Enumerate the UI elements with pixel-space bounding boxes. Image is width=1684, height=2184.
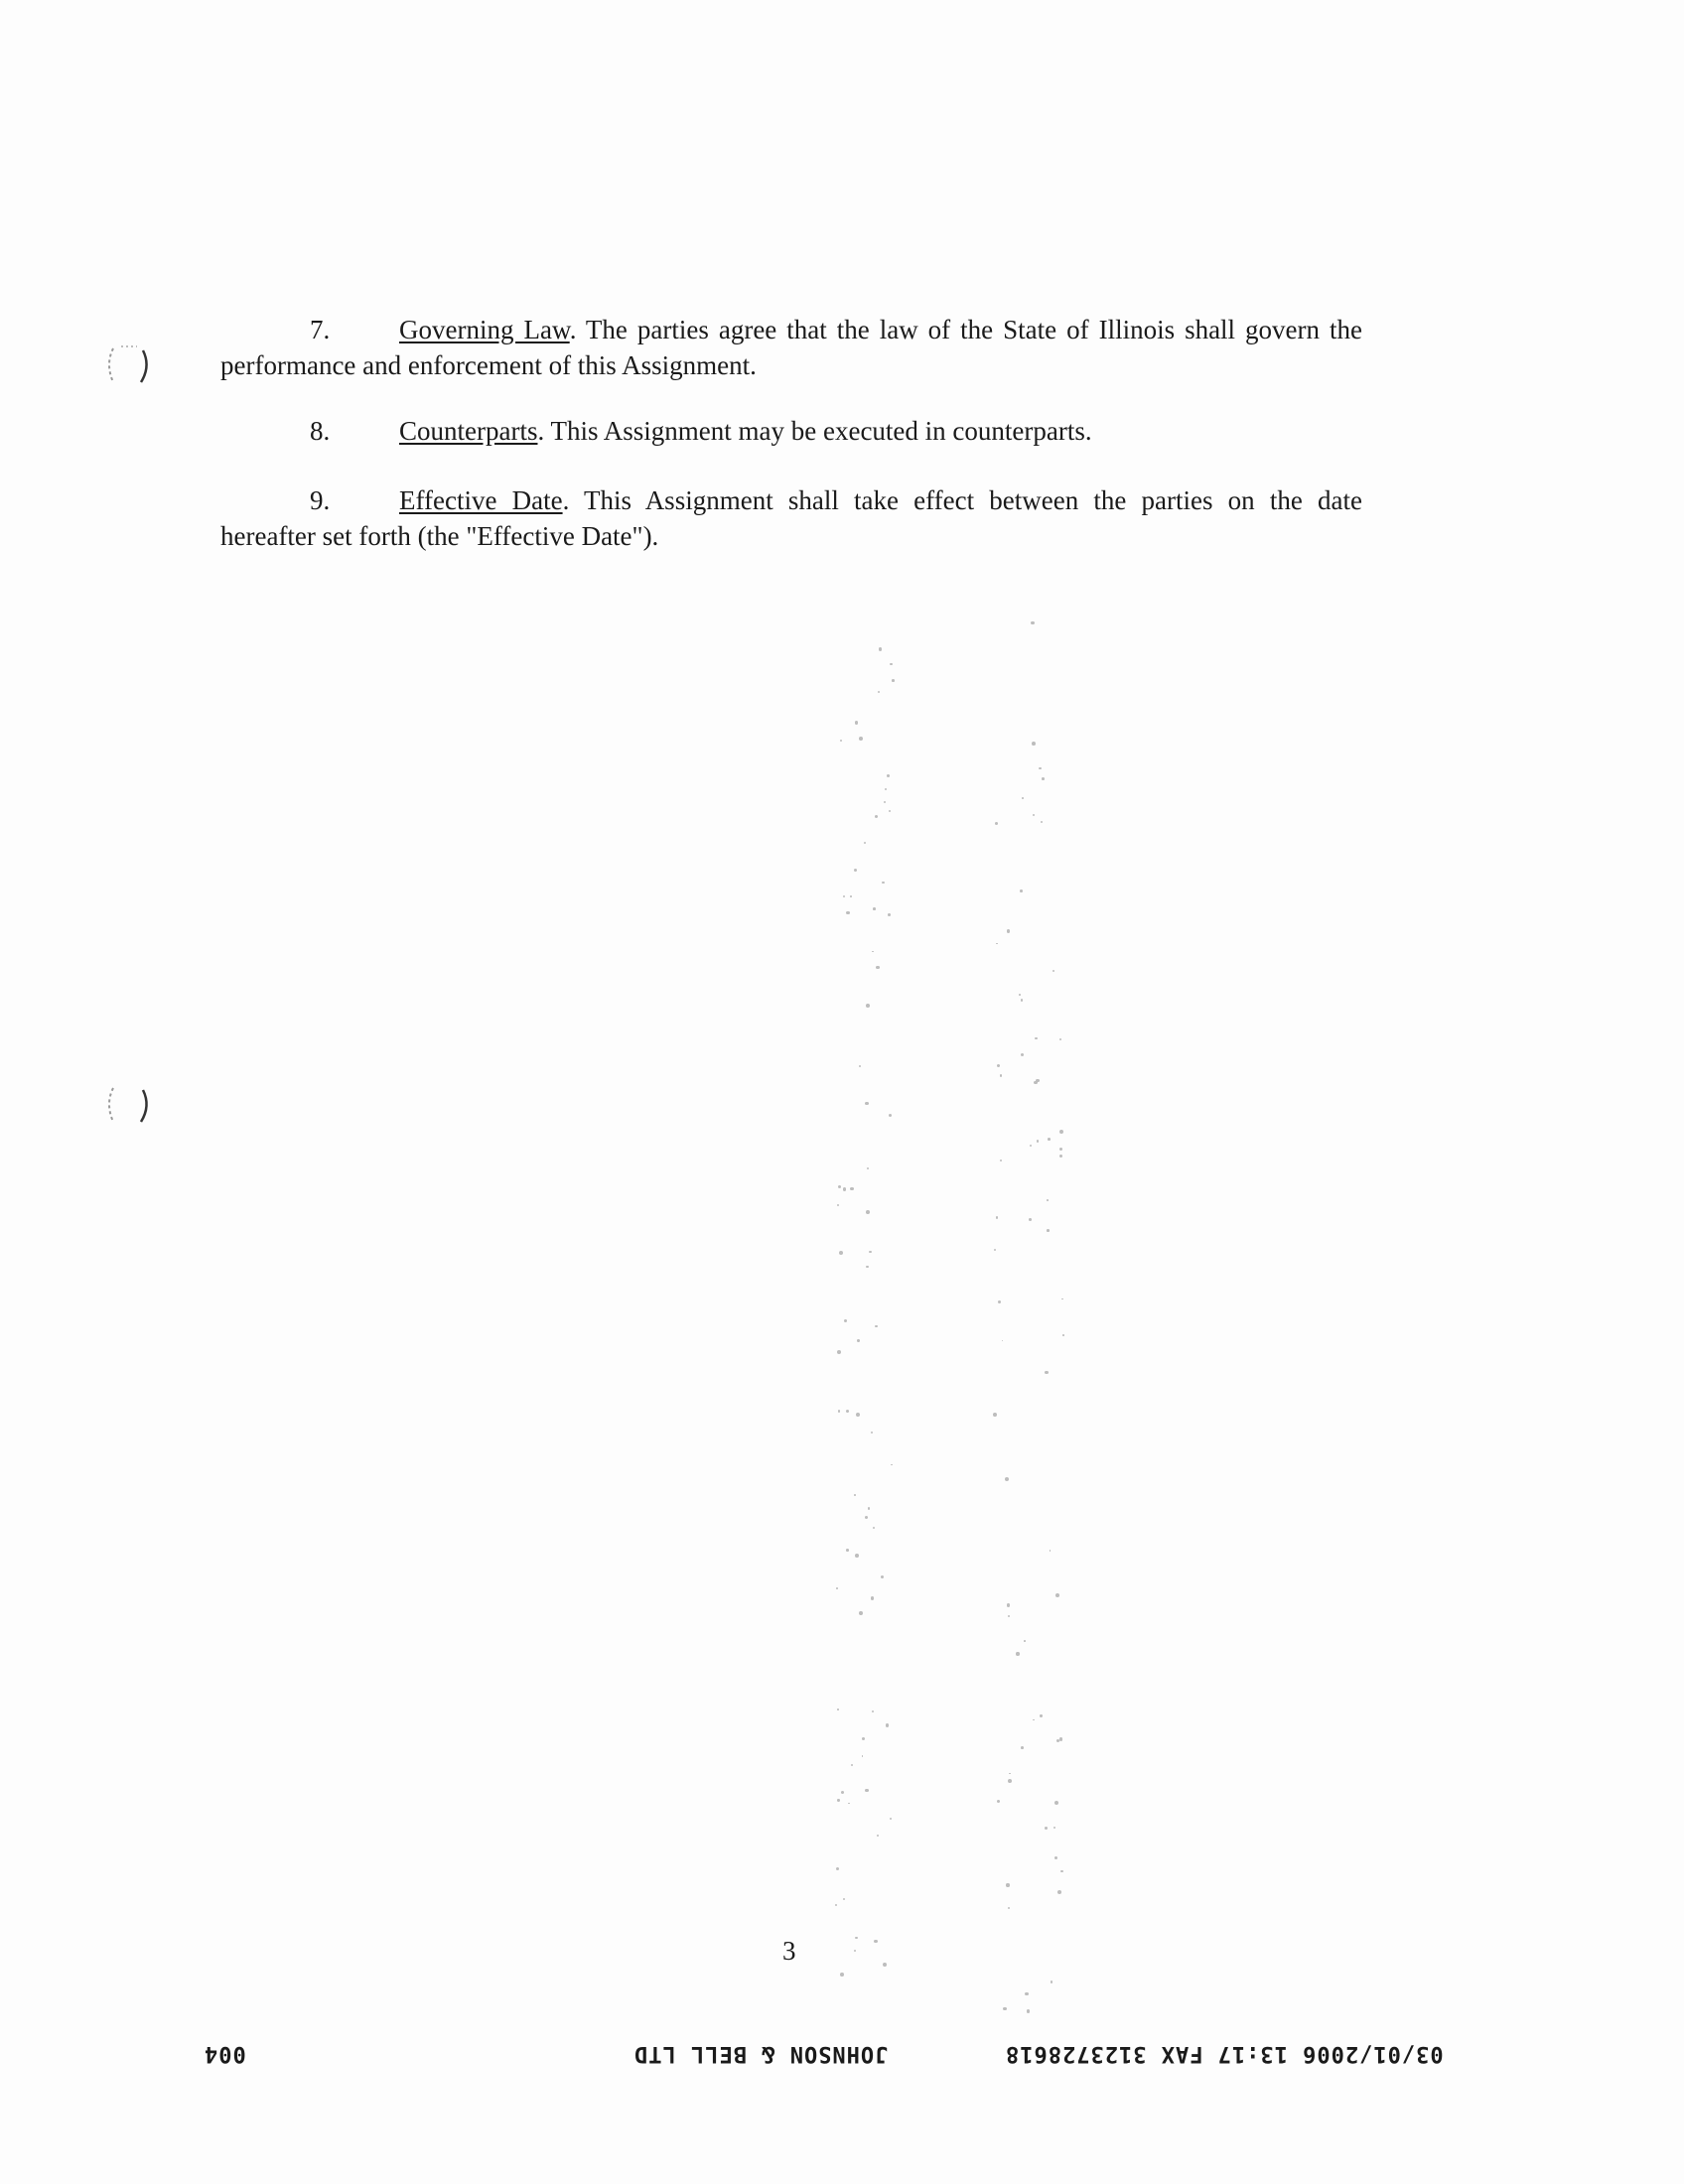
scan-speck bbox=[867, 1167, 869, 1169]
scan-speck bbox=[843, 1187, 847, 1191]
scan-speck bbox=[994, 1249, 996, 1251]
scan-speck bbox=[872, 1710, 874, 1712]
scan-speck bbox=[886, 1723, 890, 1727]
scan-speck bbox=[866, 1266, 868, 1268]
scan-speck bbox=[1020, 889, 1023, 892]
scan-speck bbox=[996, 1216, 998, 1218]
scan-speck bbox=[871, 1596, 875, 1600]
scan-speck bbox=[865, 1516, 868, 1519]
scan-speck bbox=[1040, 1714, 1042, 1716]
scan-speck bbox=[997, 1800, 1000, 1803]
scan-speck bbox=[879, 647, 882, 650]
scan-speck bbox=[1000, 1160, 1003, 1162]
scan-speck bbox=[1062, 1334, 1064, 1336]
scan-speck bbox=[865, 1102, 868, 1105]
scan-speck bbox=[998, 1300, 1001, 1303]
scan-speck bbox=[1003, 2007, 1006, 2010]
section-effective-date bbox=[220, 482, 1362, 554]
scan-speck bbox=[866, 1210, 870, 1214]
scan-speck bbox=[869, 1251, 871, 1253]
scan-speck bbox=[872, 951, 874, 953]
scan-speck bbox=[995, 822, 998, 825]
scan-speck bbox=[1000, 1074, 1002, 1076]
scan-speck bbox=[890, 1818, 892, 1820]
scan-speck bbox=[889, 810, 892, 813]
scan-speck bbox=[1027, 2009, 1031, 2013]
scan-speck bbox=[1054, 1856, 1057, 1859]
scan-speck bbox=[1039, 767, 1041, 769]
section-heading: Effective Date bbox=[399, 485, 563, 515]
scan-speck bbox=[875, 1325, 878, 1328]
scan-speck bbox=[1059, 1130, 1063, 1134]
section-heading: Governing Law bbox=[399, 315, 570, 344]
scan-speck bbox=[1016, 1652, 1019, 1655]
scan-speck bbox=[1009, 1773, 1011, 1775]
scan-speck bbox=[854, 1950, 856, 1952]
scan-speck bbox=[884, 801, 886, 803]
section-counterparts bbox=[220, 413, 1362, 449]
page-number: 3 bbox=[782, 1936, 796, 1966]
scan-speck bbox=[854, 869, 858, 873]
scan-speck bbox=[1005, 1477, 1009, 1481]
scan-speck bbox=[1021, 1053, 1024, 1056]
scan-speck bbox=[862, 1755, 864, 1757]
scan-speck bbox=[838, 1410, 840, 1412]
scan-speck bbox=[850, 895, 852, 897]
scan-speck bbox=[1030, 1145, 1032, 1147]
scan-speck bbox=[1059, 1737, 1063, 1741]
scan-speck bbox=[1007, 1603, 1010, 1606]
scan-speck bbox=[837, 1350, 841, 1354]
scan-speck bbox=[1048, 1138, 1051, 1141]
scan-speck bbox=[1051, 1980, 1053, 1983]
section-number: 7. bbox=[310, 315, 331, 344]
fax-page-count: 004 bbox=[204, 2041, 246, 2066]
scan-speck bbox=[855, 721, 858, 724]
section-text: . The parties agree that the law of the State of Illinois shall govern the performance and enforcement of this Assignment. bbox=[220, 315, 1362, 380]
scan-speck bbox=[843, 895, 845, 897]
section-governing-law bbox=[220, 312, 1362, 383]
scan-speck bbox=[1032, 742, 1036, 746]
scan-speck bbox=[838, 1185, 841, 1188]
scan-speck bbox=[1047, 1229, 1050, 1232]
scan-speck bbox=[1054, 1801, 1058, 1805]
scan-speck bbox=[892, 679, 895, 682]
scan-speck bbox=[835, 1904, 837, 1906]
scan-speck bbox=[1045, 1827, 1048, 1830]
scan-speck bbox=[1060, 1870, 1063, 1873]
scan-speck bbox=[855, 1554, 859, 1558]
scan-speck bbox=[877, 1835, 880, 1838]
scan-speck bbox=[1007, 929, 1011, 933]
scan-speck bbox=[1045, 1371, 1049, 1375]
scan-speck bbox=[1037, 1140, 1040, 1143]
scan-speck bbox=[878, 691, 880, 693]
fax-header-strip bbox=[0, 2041, 1684, 2081]
scan-speck bbox=[876, 966, 879, 969]
scan-speck bbox=[837, 1708, 839, 1710]
scan-speck bbox=[1024, 1640, 1026, 1642]
scan-speck bbox=[883, 1963, 887, 1967]
scan-speck bbox=[868, 1507, 871, 1510]
scan-speck bbox=[851, 1764, 853, 1766]
scan-speck bbox=[846, 1410, 849, 1413]
scan-speck bbox=[846, 911, 850, 915]
scan-speck bbox=[1047, 1199, 1049, 1201]
scan-speck bbox=[864, 842, 866, 844]
scan-speck bbox=[873, 1527, 875, 1529]
scan-speck bbox=[1019, 994, 1021, 996]
scan-speck bbox=[1021, 999, 1024, 1002]
scan-speck bbox=[1036, 1079, 1039, 1082]
scan-speck bbox=[1057, 1890, 1061, 1894]
scan-speck bbox=[1050, 1550, 1052, 1552]
scan-speck bbox=[1041, 821, 1043, 823]
scan-speck bbox=[874, 1940, 877, 1943]
scan-speck bbox=[836, 1867, 839, 1870]
scan-speck bbox=[841, 1791, 844, 1794]
scan-speck bbox=[840, 740, 842, 742]
scan-speck bbox=[854, 1494, 856, 1496]
scan-speck bbox=[856, 1413, 860, 1417]
scan-speck bbox=[996, 943, 998, 945]
scan-speck bbox=[1059, 1038, 1061, 1040]
scan-speck bbox=[871, 1432, 873, 1433]
scan-speck bbox=[848, 1803, 850, 1805]
scan-speck bbox=[1059, 1148, 1062, 1151]
scan-speck bbox=[1055, 1593, 1059, 1597]
section-text: . This Assignment shall take effect between the parties on the date hereafter set forth (the "Effective Date"). bbox=[220, 485, 1362, 551]
scan-speck bbox=[859, 1065, 861, 1067]
scan-speck bbox=[1025, 1992, 1029, 1996]
scan-speck bbox=[889, 1114, 893, 1118]
scan-speck bbox=[1008, 1907, 1010, 1909]
scan-speck bbox=[843, 1898, 845, 1900]
scan-speck bbox=[1008, 1779, 1012, 1783]
scan-speck bbox=[846, 1549, 849, 1552]
scan-speck bbox=[840, 1973, 844, 1977]
scan-speck bbox=[993, 1413, 997, 1417]
scan-speck bbox=[836, 1587, 838, 1589]
scan-speck bbox=[873, 907, 876, 910]
section-number: 8. bbox=[310, 416, 331, 446]
scan-speck bbox=[1006, 1883, 1009, 1886]
scan-speck bbox=[1042, 777, 1045, 780]
section-number: 9. bbox=[310, 485, 331, 515]
scan-speck bbox=[1029, 1218, 1032, 1221]
scan-speck bbox=[1059, 1155, 1062, 1158]
scan-speck bbox=[1031, 621, 1035, 625]
binder-hole-mark bbox=[99, 1082, 157, 1126]
scan-speck bbox=[1021, 1746, 1024, 1749]
scan-speck bbox=[882, 882, 884, 884]
scan-speck bbox=[885, 788, 887, 790]
scan-speck bbox=[997, 1064, 1000, 1067]
scan-speck bbox=[891, 1464, 893, 1466]
scan-speck bbox=[850, 1187, 854, 1191]
scan-speck bbox=[865, 1789, 868, 1792]
scan-speck bbox=[839, 1251, 843, 1255]
scan-speck bbox=[888, 913, 891, 916]
scan-speck bbox=[862, 1737, 865, 1740]
scan-speck bbox=[1008, 1615, 1010, 1617]
section-heading: Counterparts bbox=[399, 416, 538, 446]
scan-speck bbox=[1052, 970, 1054, 972]
binder-hole-mark bbox=[99, 342, 157, 386]
scan-speck bbox=[855, 1937, 857, 1939]
scan-speck bbox=[875, 815, 878, 818]
scan-speck bbox=[866, 1004, 870, 1008]
scan-speck bbox=[857, 1339, 860, 1342]
scan-speck bbox=[844, 1319, 847, 1322]
scan-speck bbox=[1033, 814, 1035, 816]
scan-speck bbox=[1061, 1298, 1063, 1300]
fax-timestamp: 03/01/2006 13:17 FAX 3123728618 bbox=[1005, 2041, 1444, 2066]
scan-speck bbox=[1033, 1719, 1035, 1721]
scan-speck bbox=[890, 663, 893, 666]
fax-firm-name: JOHNSON & BELL LTD bbox=[633, 2041, 889, 2066]
scan-speck bbox=[1053, 1827, 1055, 1829]
scan-speck bbox=[1002, 1340, 1004, 1342]
scan-speck bbox=[859, 1611, 863, 1615]
scan-speck bbox=[887, 774, 890, 777]
scan-speck bbox=[1022, 797, 1024, 799]
section-text: . This Assignment may be executed in counterparts. bbox=[537, 416, 1092, 446]
scan-speck bbox=[837, 1799, 839, 1801]
scan-speck bbox=[837, 1204, 839, 1206]
scan-speck bbox=[1035, 1037, 1037, 1039]
scan-speck bbox=[881, 1575, 884, 1578]
scan-speck bbox=[859, 737, 863, 741]
